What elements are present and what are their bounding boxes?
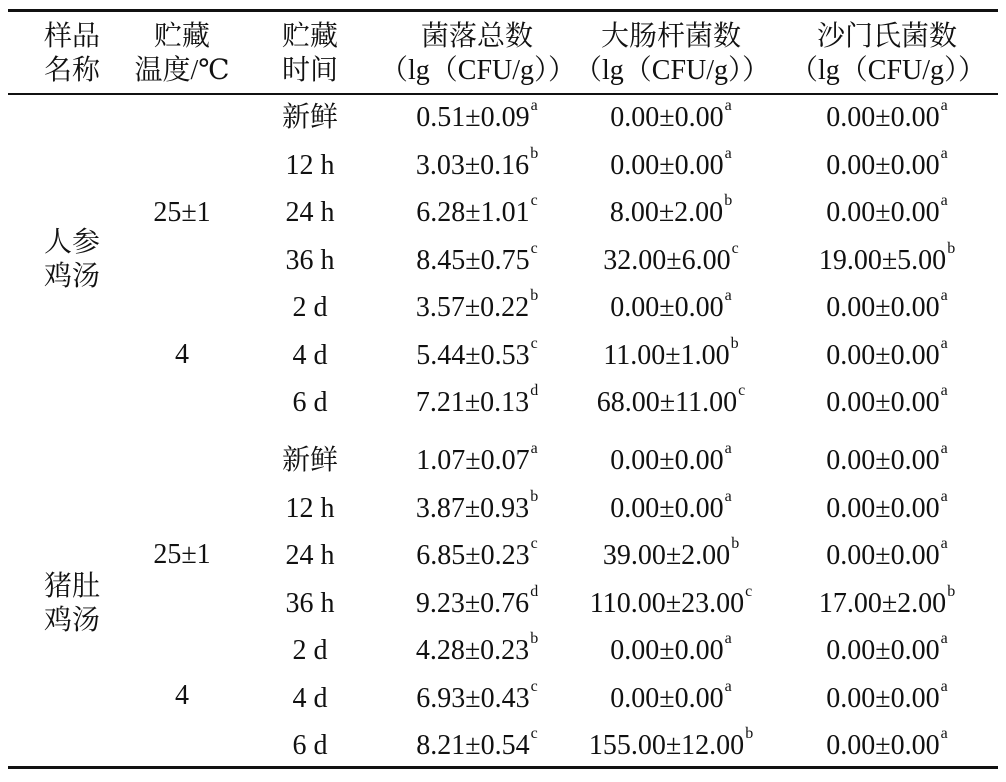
total-count-cell-value: 1.07±0.07 (416, 445, 530, 476)
significance-letter: b (745, 724, 754, 742)
significance-letter: a (724, 439, 732, 457)
significance-letter: a (940, 96, 948, 114)
header-sample (22, 20, 122, 88)
significance-letter: b (530, 629, 539, 647)
ecoli-count-cell-value: 0.00±0.00 (610, 292, 724, 323)
ecoli-count-cell-value: 68.00±11.00 (596, 387, 738, 418)
storage-time-cell-value: 4 d (292, 683, 328, 714)
ecoli-count-cell (574, 336, 768, 376)
salmonella-count-cell-value: 0.00±0.00 (826, 150, 940, 181)
significance-letter: a (724, 677, 732, 695)
ecoli-count-cell (574, 383, 768, 423)
salmonella-count-cell-value: 0.00±0.00 (826, 493, 940, 524)
total-count-cell-value: 3.87±0.93 (415, 493, 530, 524)
total-count-cell (380, 193, 574, 233)
significance-letter: b (947, 582, 956, 600)
storage-time-cell-value: 4 d (292, 340, 328, 371)
storage-temp-room: 25±1 (153, 197, 211, 228)
storage-time-cell (258, 726, 362, 766)
total-count-cell-value: 4.28±0.23 (415, 635, 530, 666)
ecoli-count-cell (574, 241, 768, 281)
storage-time-cell-value: 36 h (285, 245, 335, 276)
salmonella-count-cell (790, 584, 984, 624)
ecoli-count-cell (574, 726, 768, 766)
ecoli-count-cell (574, 288, 768, 328)
header-time-line2: 时间 (281, 55, 338, 86)
salmonella-count-cell-value: 0.00±0.00 (826, 340, 940, 371)
significance-letter: a (530, 439, 538, 457)
header-temp (120, 20, 244, 88)
salmonella-count-cell (790, 383, 984, 423)
sample-name-pork-tripe-chicken-soup (32, 570, 112, 638)
salmonella-count-cell (790, 241, 984, 281)
ecoli-count-cell-value: 0.00±0.00 (610, 102, 724, 133)
ecoli-count-cell-value: 0.00±0.00 (610, 683, 724, 714)
significance-letter: c (530, 534, 538, 552)
ecoli-count-cell (574, 193, 768, 233)
sample-name-line1: 人参 (43, 227, 100, 258)
table-bottom-rule (8, 766, 998, 769)
header-temp-line2: 温度/℃ (134, 55, 230, 86)
total-count-cell (380, 489, 574, 529)
salmonella-count-cell-value: 0.00±0.00 (826, 635, 940, 666)
storage-time-cell (258, 441, 362, 481)
significance-letter: c (745, 582, 753, 600)
significance-letter: b (724, 191, 733, 209)
salmonella-count-cell-value: 0.00±0.00 (826, 445, 940, 476)
ecoli-count-cell (574, 98, 768, 138)
sample-name-line2: 鸡汤 (43, 261, 100, 292)
significance-letter: b (530, 144, 539, 162)
total-count-cell-value: 7.21±0.13 (415, 387, 530, 418)
header-total-line1: 菌落总数 (420, 21, 533, 52)
significance-letter: c (530, 724, 538, 742)
ecoli-count-cell (574, 679, 768, 719)
salmonella-count-cell-value: 19.00±5.00 (818, 245, 947, 276)
storage-time-cell-value: 新鲜 (281, 102, 338, 133)
significance-letter: a (940, 334, 948, 352)
significance-letter: a (940, 724, 948, 742)
total-count-cell-value: 6.93±0.43 (416, 683, 530, 714)
header-rule (8, 93, 998, 95)
total-count-cell-value: 0.51±0.09 (416, 102, 530, 133)
ecoli-count-cell (574, 631, 768, 671)
salmonella-count-cell-value: 0.00±0.00 (826, 197, 940, 228)
storage-time-cell (258, 98, 362, 138)
storage-time-cell-value: 12 h (285, 150, 335, 181)
ecoli-count-cell-value: 32.00±6.00 (603, 245, 731, 276)
significance-letter: a (940, 381, 948, 399)
storage-temp-cold: 4 (175, 680, 189, 711)
salmonella-count-cell (790, 336, 984, 376)
header-time-line1: 贮藏 (281, 21, 338, 52)
storage-time-cell-value: 24 h (285, 197, 335, 228)
significance-letter: a (724, 96, 732, 114)
storage-time-cell-value: 36 h (285, 588, 335, 619)
significance-letter: a (724, 629, 732, 647)
ecoli-count-cell-value: 0.00±0.00 (610, 635, 724, 666)
significance-letter: a (940, 191, 948, 209)
significance-letter: d (530, 582, 539, 600)
header-ecoli (574, 20, 771, 88)
total-count-cell (380, 726, 574, 766)
ecoli-count-cell (574, 536, 768, 576)
significance-letter: a (940, 534, 948, 552)
total-count-cell (380, 679, 574, 719)
significance-letter: b (530, 286, 539, 304)
salmonella-count-cell (790, 146, 984, 186)
salmonella-count-cell (790, 631, 984, 671)
total-count-cell (380, 631, 574, 671)
total-count-cell (380, 536, 574, 576)
significance-letter: a (940, 629, 948, 647)
significance-letter: a (940, 144, 948, 162)
ecoli-count-cell (574, 489, 768, 529)
significance-letter: b (731, 534, 740, 552)
ecoli-count-cell-value: 0.00±0.00 (610, 150, 724, 181)
total-count-cell (380, 241, 574, 281)
significance-letter: a (530, 96, 538, 114)
total-count-cell (380, 288, 574, 328)
ecoli-count-cell (574, 146, 768, 186)
header-temp-line1: 贮藏 (153, 21, 210, 52)
ecoli-count-cell-value: 0.00±0.00 (610, 493, 724, 524)
header-total-count (380, 20, 577, 88)
ecoli-count-cell (574, 441, 768, 481)
header-salmonella (790, 20, 987, 88)
significance-letter: a (940, 286, 948, 304)
significance-letter: c (530, 239, 538, 257)
significance-letter: b (947, 239, 956, 257)
sample-name-line1: 猪肚 (43, 571, 100, 602)
salmonella-count-cell-value: 0.00±0.00 (826, 683, 940, 714)
significance-letter: a (724, 487, 732, 505)
header-salmonella-line2: （lg（CFU/g）） (790, 55, 987, 86)
salmonella-count-cell (790, 536, 984, 576)
salmonella-count-cell (790, 679, 984, 719)
salmonella-count-cell-value: 0.00±0.00 (826, 540, 940, 571)
significance-letter: a (940, 439, 948, 457)
total-count-cell (380, 441, 574, 481)
salmonella-count-cell (790, 441, 984, 481)
storage-time-cell (258, 631, 362, 671)
salmonella-count-cell (790, 193, 984, 233)
ecoli-count-cell-value: 0.00±0.00 (610, 445, 724, 476)
storage-time-cell (258, 679, 362, 719)
storage-time-cell-value: 12 h (285, 493, 335, 524)
significance-letter: c (530, 191, 538, 209)
total-count-cell-value: 3.03±0.16 (415, 150, 530, 181)
ecoli-count-cell-value: 39.00±2.00 (602, 540, 731, 571)
significance-letter: a (940, 677, 948, 695)
salmonella-count-cell-value: 0.00±0.00 (826, 292, 940, 323)
significance-letter: c (530, 677, 538, 695)
total-count-cell-value: 3.57±0.22 (415, 292, 530, 323)
salmonella-count-cell (790, 726, 984, 766)
storage-time-cell (258, 584, 362, 624)
ecoli-count-cell-value: 8.00±2.00 (609, 197, 724, 228)
storage-temp-cold: 4 (175, 339, 189, 370)
significance-letter: a (724, 286, 732, 304)
total-count-cell-value: 6.28±1.01 (416, 197, 530, 228)
header-sample-line2: 名称 (43, 55, 100, 86)
header-total-line2: （lg（CFU/g）） (380, 55, 577, 86)
total-count-cell (380, 584, 574, 624)
significance-letter: b (530, 487, 539, 505)
header-time (258, 20, 362, 88)
ecoli-count-cell-value: 110.00±23.00 (589, 588, 745, 619)
storage-temp-room: 25±1 (153, 539, 211, 570)
salmonella-count-cell-value: 0.00±0.00 (826, 102, 940, 133)
storage-time-cell (258, 241, 362, 281)
header-salmonella-line1: 沙门氏菌数 (816, 21, 957, 52)
storage-time-cell (258, 193, 362, 233)
storage-time-cell (258, 288, 362, 328)
ecoli-count-cell-value: 11.00±1.00 (603, 340, 730, 371)
salmonella-count-cell-value: 0.00±0.00 (826, 387, 940, 418)
salmonella-count-cell-value: 0.00±0.00 (826, 730, 940, 761)
significance-letter: a (724, 144, 732, 162)
salmonella-count-cell (790, 98, 984, 138)
header-ecoli-line2: （lg（CFU/g）） (574, 55, 771, 86)
storage-time-cell (258, 489, 362, 529)
storage-time-cell-value: 2 d (292, 292, 328, 323)
total-count-cell-value: 8.21±0.54 (416, 730, 530, 761)
storage-time-cell-value: 6 d (292, 730, 328, 761)
ecoli-count-cell (574, 584, 768, 624)
storage-time-cell (258, 336, 362, 376)
storage-time-cell-value: 新鲜 (281, 445, 338, 476)
total-count-cell (380, 98, 574, 138)
total-count-cell-value: 5.44±0.53 (416, 340, 530, 371)
total-count-cell (380, 383, 574, 423)
significance-letter: c (738, 381, 746, 399)
total-count-cell (380, 146, 574, 186)
significance-letter: b (730, 334, 739, 352)
significance-letter: d (530, 381, 539, 399)
total-count-cell (380, 336, 574, 376)
storage-time-cell (258, 383, 362, 423)
table-top-rule (8, 9, 998, 12)
salmonella-count-cell (790, 489, 984, 529)
significance-letter: c (731, 239, 739, 257)
storage-time-cell (258, 146, 362, 186)
significance-letter: a (940, 487, 948, 505)
header-sample-line1: 样品 (43, 21, 100, 52)
total-count-cell-value: 6.85±0.23 (416, 540, 530, 571)
sample-name-ginseng-chicken-soup (32, 226, 112, 294)
storage-time-cell-value: 2 d (292, 635, 328, 666)
storage-time-cell-value: 24 h (285, 540, 335, 571)
header-ecoli-line1: 大肠杆菌数 (600, 21, 741, 52)
salmonella-count-cell (790, 288, 984, 328)
salmonella-count-cell-value: 17.00±2.00 (818, 588, 947, 619)
storage-time-cell-value: 6 d (292, 387, 328, 418)
ecoli-count-cell-value: 155.00±12.00 (588, 730, 745, 761)
total-count-cell-value: 9.23±0.76 (415, 588, 530, 619)
storage-time-cell (258, 536, 362, 576)
total-count-cell-value: 8.45±0.75 (416, 245, 530, 276)
sample-name-line2: 鸡汤 (43, 605, 100, 636)
significance-letter: c (530, 334, 538, 352)
